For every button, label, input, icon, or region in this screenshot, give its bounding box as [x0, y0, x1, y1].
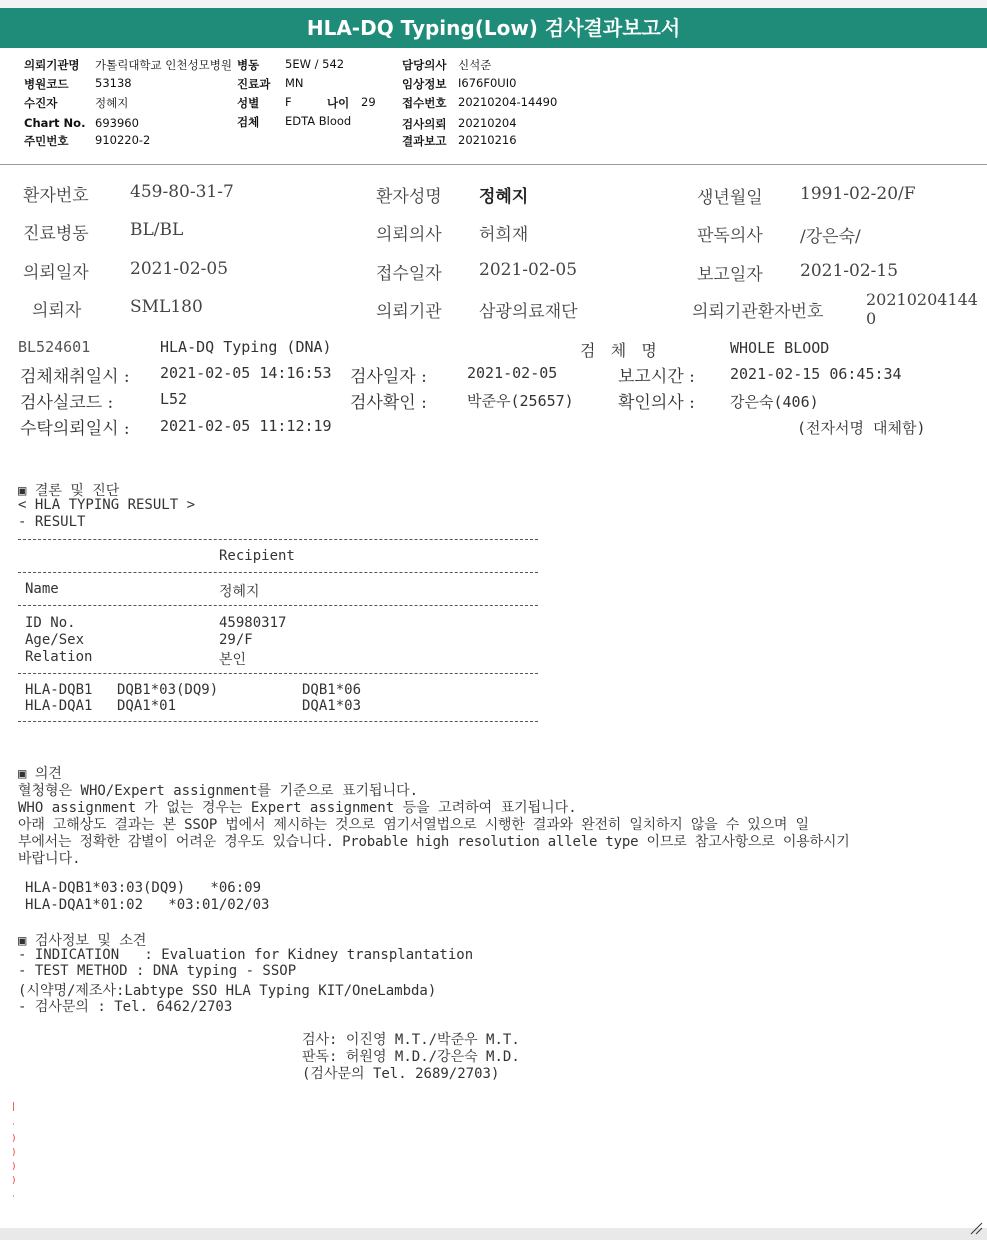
- room-label: 검사실코드 :: [20, 393, 114, 413]
- rep-date-value: 2021-02-15: [800, 261, 899, 281]
- pid-label: 환자번호: [23, 186, 89, 206]
- signature-line: (검사문의 Tel. 2689/2703): [302, 1066, 500, 1082]
- ward-value: 5EW / 542: [285, 57, 345, 71]
- result-heading: ▣ 결론 및 진단: [18, 483, 120, 499]
- confirm-value: 박준우(25657): [467, 392, 574, 410]
- confirm-label: 검사확인 :: [350, 393, 427, 413]
- dob-label: 생년월일: [697, 188, 763, 208]
- sex-label: 성별: [237, 96, 260, 110]
- ward2-label: 진료병동: [23, 224, 89, 244]
- collect-label: 검체채취일시 :: [20, 367, 130, 387]
- margin-mark: ·: [12, 1192, 15, 1202]
- requester-label: 의뢰자: [32, 301, 82, 321]
- doctor-value: 신석준: [458, 58, 492, 72]
- receipt-value: 20210204-14490: [458, 95, 558, 109]
- dept-value: MN: [285, 76, 304, 90]
- esign-note: (전자서명 대체함): [797, 419, 926, 437]
- room-value: L52: [160, 390, 188, 408]
- info-line: (시약명/제조사:Labtype SSO HLA Typing KIT/OneLambda): [18, 983, 437, 999]
- opinion-line: 아래 고해상도 결과는 본 SSOP 법에서 제시하는 것으로 염기서열법으로 시행한 결과와 완전히 일치하지 않을 수 있으며 일: [18, 817, 809, 833]
- requester-value: SML180: [130, 297, 203, 317]
- req-date-value: 2021-02-05: [130, 259, 229, 279]
- high-res-line: HLA-DQA1*01:02 *03:01/02/03: [25, 897, 270, 913]
- opinion-line: 부에서는 정확한 감별이 어려운 경우도 있습니다. Probable high resolution allele type 이므로 참고사항으로 이용하시기: [18, 834, 850, 850]
- opinion-line: WHO assignment 가 없는 경우는 Expert assignment 등을 고려하여 표기됩니다.: [18, 800, 577, 816]
- margin-mark: ): [12, 1134, 16, 1144]
- test-req-label: 검사의뢰: [402, 117, 447, 131]
- rrn-value: 910220-2: [95, 133, 151, 147]
- id-label: ID No.: [25, 615, 76, 631]
- read-doc-value: /강은숙/: [800, 227, 861, 247]
- table-divider: [18, 673, 538, 674]
- patient-label: 수진자: [24, 96, 58, 110]
- opinion-line: 바랍니다.: [18, 851, 81, 867]
- table-divider: [18, 721, 538, 722]
- clinical-label: 임상정보: [402, 77, 447, 91]
- hosp-code-value: 53138: [95, 76, 132, 90]
- req-doc-label: 의뢰의사: [376, 225, 442, 245]
- high-res-line: HLA-DQB1*03:03(DQ9) *06:09: [25, 880, 262, 896]
- margin-mark: ): [12, 1162, 16, 1172]
- margin-mark: ·: [12, 1120, 15, 1130]
- req-inst2-label: 의뢰기관: [376, 302, 442, 322]
- test-date-value: 2021-02-05: [467, 364, 558, 382]
- age-label: 나이: [327, 96, 350, 110]
- margin-mark: |: [12, 1102, 16, 1112]
- table-row-allele1: DQA1*01: [117, 698, 177, 714]
- relation-label: Relation: [25, 649, 93, 665]
- read-doc-label: 판독의사: [697, 226, 763, 246]
- agesex-label: Age/Sex: [25, 632, 85, 648]
- ward-label: 병동: [237, 58, 260, 72]
- rep-date-label: 보고일자: [697, 265, 763, 285]
- signature-line: 판독: 허원영 M.D./강은숙 M.D.: [302, 1049, 520, 1065]
- relation-value: 본인: [219, 652, 247, 668]
- lab-code: BL524601: [18, 338, 91, 356]
- test-date-label: 검사일자 :: [350, 367, 427, 387]
- rec-date-value: 2021-02-05: [479, 260, 578, 280]
- info-line: - TEST METHOD : DNA typing - SSOP: [18, 963, 297, 979]
- patient-value: 정혜지: [95, 96, 129, 110]
- inst-pid-value-2: 0: [866, 309, 877, 328]
- lab-specimen-label: 검 체 명: [580, 341, 657, 360]
- opinion-heading: ▣ 의견: [18, 766, 62, 782]
- result-rep-label: 결과보고: [402, 134, 447, 148]
- result-sub1: < HLA TYPING RESULT >: [18, 497, 196, 513]
- margin-mark: ): [12, 1148, 16, 1158]
- dob-value: 1991-02-20/F: [800, 184, 916, 204]
- info-line: - 검사문의 : Tel. 6462/2703: [18, 999, 233, 1015]
- report-time-label: 보고시간 :: [618, 367, 695, 387]
- table-row-locus: HLA-DQB1: [25, 682, 93, 698]
- table-divider: [18, 572, 538, 573]
- table-row-allele2: DQA1*03: [302, 698, 362, 714]
- id-value: 45980317: [219, 615, 287, 631]
- specimen-label: 검체: [237, 115, 260, 129]
- receipt-label: 접수번호: [402, 96, 447, 110]
- age-value: 29: [361, 95, 376, 109]
- report-title: HLA-DQ Typing(Low) 검사결과보고서: [0, 8, 987, 48]
- report-time-value: 2021-02-15 06:45:34: [730, 365, 902, 383]
- info-heading: ▣ 검사정보 및 소견: [18, 933, 147, 949]
- hosp-code-label: 병원코드: [24, 77, 69, 91]
- table-divider: [18, 605, 538, 606]
- recipient-header: Recipient: [219, 548, 295, 564]
- table-row-allele2: DQB1*06: [302, 682, 362, 698]
- doctor-label: 담당의사: [402, 58, 447, 72]
- result-sub2: - RESULT: [18, 514, 86, 530]
- clinical-value: I676F0UI0: [458, 76, 517, 90]
- inst-pid-value-1: 20210204144: [866, 290, 978, 309]
- chart-label: Chart No.: [24, 116, 86, 130]
- name-row-label: Name: [25, 581, 59, 597]
- table-row-locus: HLA-DQA1: [25, 698, 93, 714]
- rrn-label: 주민번호: [24, 134, 69, 148]
- dept-label: 진료과: [237, 77, 271, 91]
- req-doc-value: 허희재: [479, 225, 529, 245]
- agesex-value: 29/F: [219, 632, 253, 648]
- req-inst-label: 의뢰기관명: [24, 58, 80, 72]
- top-strip: [0, 0, 987, 8]
- rec-date-label: 접수일자: [376, 264, 442, 284]
- name-value: 정혜지: [479, 187, 529, 207]
- test-req-value: 20210204: [458, 116, 517, 130]
- req-inst2-value: 삼광의료재단: [479, 302, 578, 322]
- req-inst-value: 가톨릭대학교 인천성모병원: [95, 58, 232, 72]
- pid-value: 459-80-31-7: [130, 182, 234, 202]
- name-row-value: 정혜지: [219, 584, 260, 600]
- verify-label: 확인의사 :: [618, 393, 695, 413]
- resize-handle-icon[interactable]: [969, 1220, 983, 1234]
- table-row-allele1: DQB1*03(DQ9): [117, 682, 219, 698]
- header-divider: [0, 164, 987, 165]
- specimen-value: EDTA Blood: [285, 114, 352, 128]
- collect-value: 2021-02-05 14:16:53: [160, 364, 332, 382]
- table-divider: [18, 539, 538, 540]
- sex-value: F: [285, 95, 292, 109]
- name-label: 환자성명: [376, 187, 442, 207]
- inst-pid-label: 의뢰기관환자번호: [692, 302, 824, 322]
- ward2-value: BL/BL: [130, 220, 184, 240]
- margin-mark: ): [12, 1176, 16, 1186]
- verify-value: 강은숙(406): [730, 393, 819, 411]
- req-date-label: 의뢰일자: [23, 263, 89, 283]
- result-rep-value: 20210216: [458, 133, 517, 147]
- lab-test-name: HLA-DQ Typing (DNA): [160, 338, 332, 356]
- lab-specimen-value: WHOLE BLOOD: [730, 339, 830, 357]
- info-line: - INDICATION : Evaluation for Kidney transplantation: [18, 947, 474, 963]
- outsource-label: 수탁의뢰일시 :: [20, 419, 130, 439]
- outsource-value: 2021-02-05 11:12:19: [160, 417, 332, 435]
- signature-line: 검사: 이진영 M.T./박준우 M.T.: [302, 1032, 520, 1048]
- chart-value: 693960: [95, 116, 139, 130]
- opinion-line: 혈청형은 WHO/Expert assignment를 기준으로 표기됩니다.: [18, 783, 419, 799]
